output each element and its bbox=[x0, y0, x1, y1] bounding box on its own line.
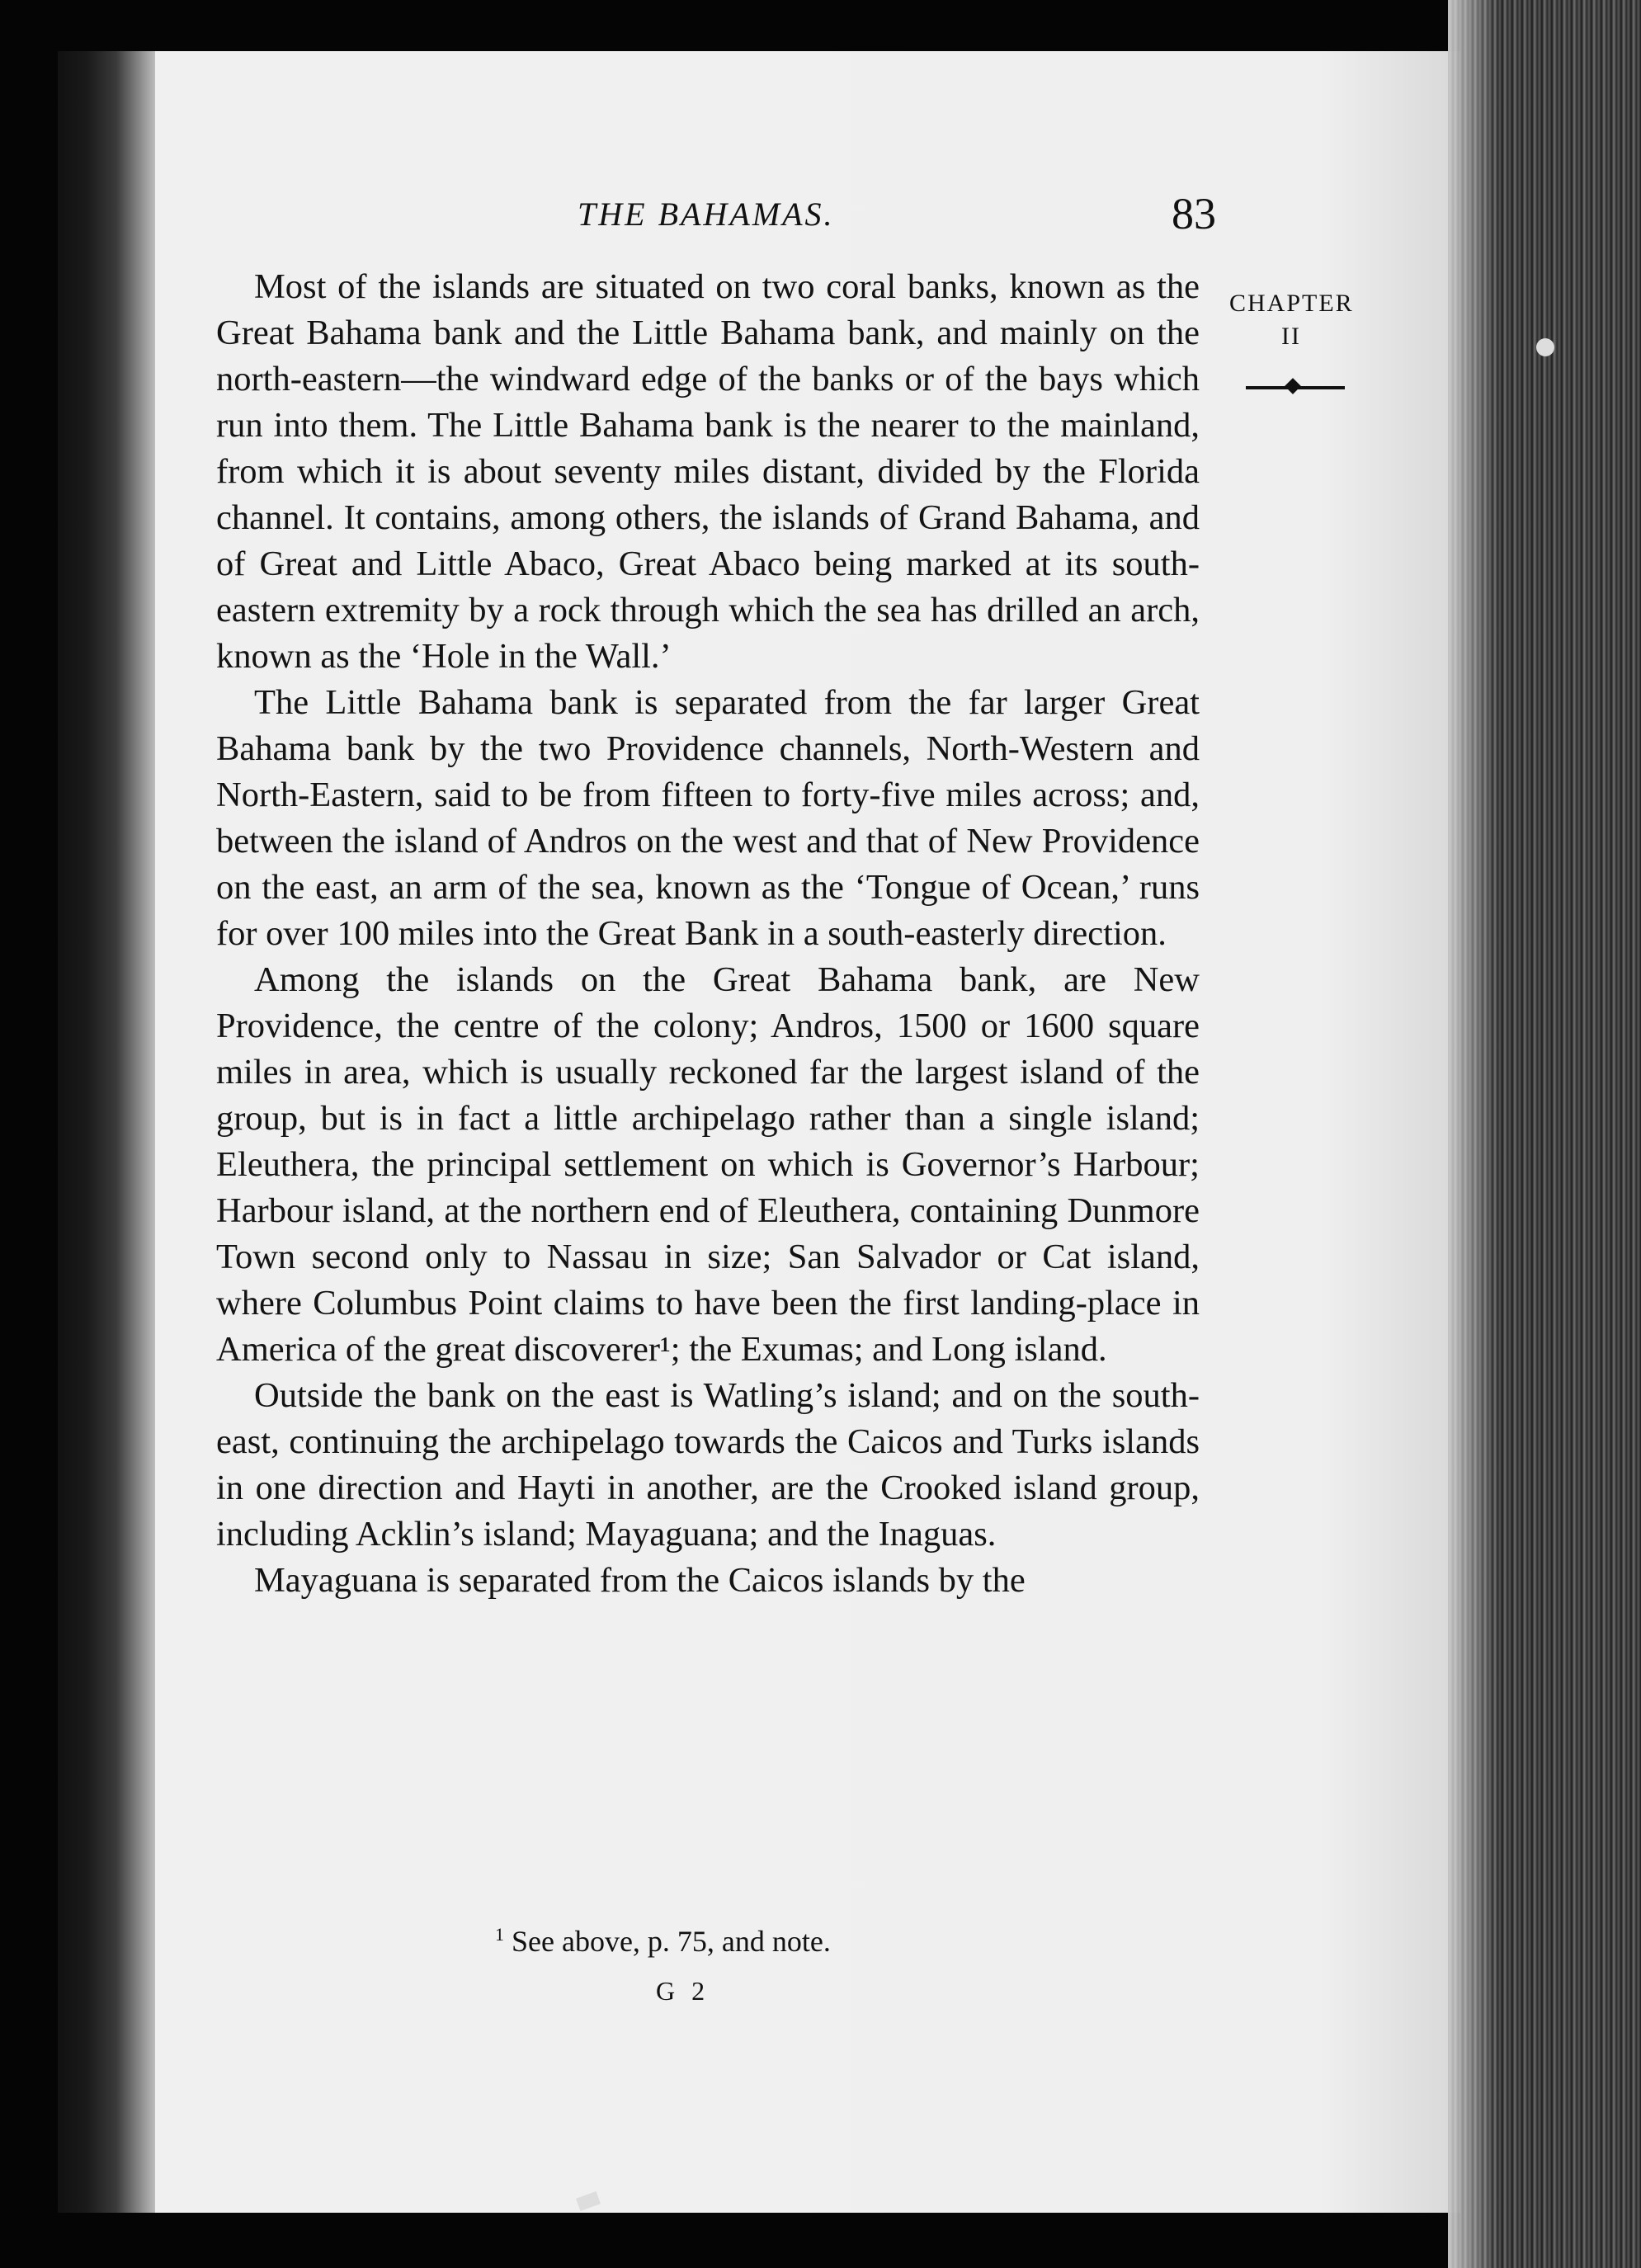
footnote-marker: 1 bbox=[495, 1924, 504, 1945]
running-title: THE BAHAMAS. bbox=[578, 196, 835, 233]
scan-fleck bbox=[1536, 338, 1554, 356]
page-number: 83 bbox=[1172, 189, 1216, 238]
footnote-text: See above, p. 75, and note. bbox=[504, 1925, 831, 1958]
signature-mark: G 2 bbox=[656, 1976, 710, 2006]
chapter-margin-note bbox=[1229, 287, 1353, 353]
footnote bbox=[495, 1924, 831, 1959]
paragraph: Most of the islands are situated on two coral banks, known as the Great Bahama bank and the Little Bahama bank, and mainly on the north-eastern—the windward edge of the banks or of the bays which run into them. The Little Bahama bank is the nearer to the mainland, from which it is about seventy miles distant, divided by the Florida channel. It contains, among others, the islands of Grand Bahama, and of Great and Little Abaco, Great Abaco being marked at its south-eastern extremity by a rock through which the sea has drilled an arch, known as the ‘Hole in the Wall.’ bbox=[216, 267, 1200, 676]
paragraph: Among the islands on the Great Bahama bank, are New Providence, the centre of the colony; Andros, 1500 or 1600 square miles in area, which is usually reckoned far the largest island of the group, but is in fact a little archipelago rather than a single island; Eleuthera, the principal settlement on which is Governor’s Harbour; Harbour island, at the northern end of Eleuthera, containing Dunmore Town second only to Nassau in size; San Salvador or Cat island, where Columbus Point claims to have been the first landing-place in America of the great discoverer¹; the Exumas; and Long island. bbox=[216, 960, 1200, 1369]
body-text bbox=[216, 264, 1200, 1604]
paragraph: Outside the bank on the east is Watling’s island; and on the south-east, continuing the archipelago towards the Caicos and Turks islands in one direction and Hayti in another, are the Crooked island group, including Acklin’s island; Mayaguana; and the Inaguas. bbox=[216, 1376, 1200, 1554]
chapter-number: II bbox=[1281, 323, 1301, 350]
chapter-label: CHAPTER bbox=[1229, 290, 1354, 317]
page-edge-fade bbox=[1448, 0, 1497, 2268]
paragraph: Mayaguana is separated from the Caicos islands by the bbox=[254, 1561, 1026, 1600]
paragraph: The Little Bahama bank is separated from the far larger Great Bahama bank by the two Providence channels, North-Western and North-Eastern, said to be from fifteen to forty-five miles across; and, between the island of Andros on the west and that of New Providence on the east, an arm of the sea, known as the ‘Tongue of Ocean,’ runs for over 100 miles into the Great Bank in a south-easterly direction. bbox=[216, 683, 1200, 953]
gutter-shadow bbox=[58, 51, 155, 2213]
